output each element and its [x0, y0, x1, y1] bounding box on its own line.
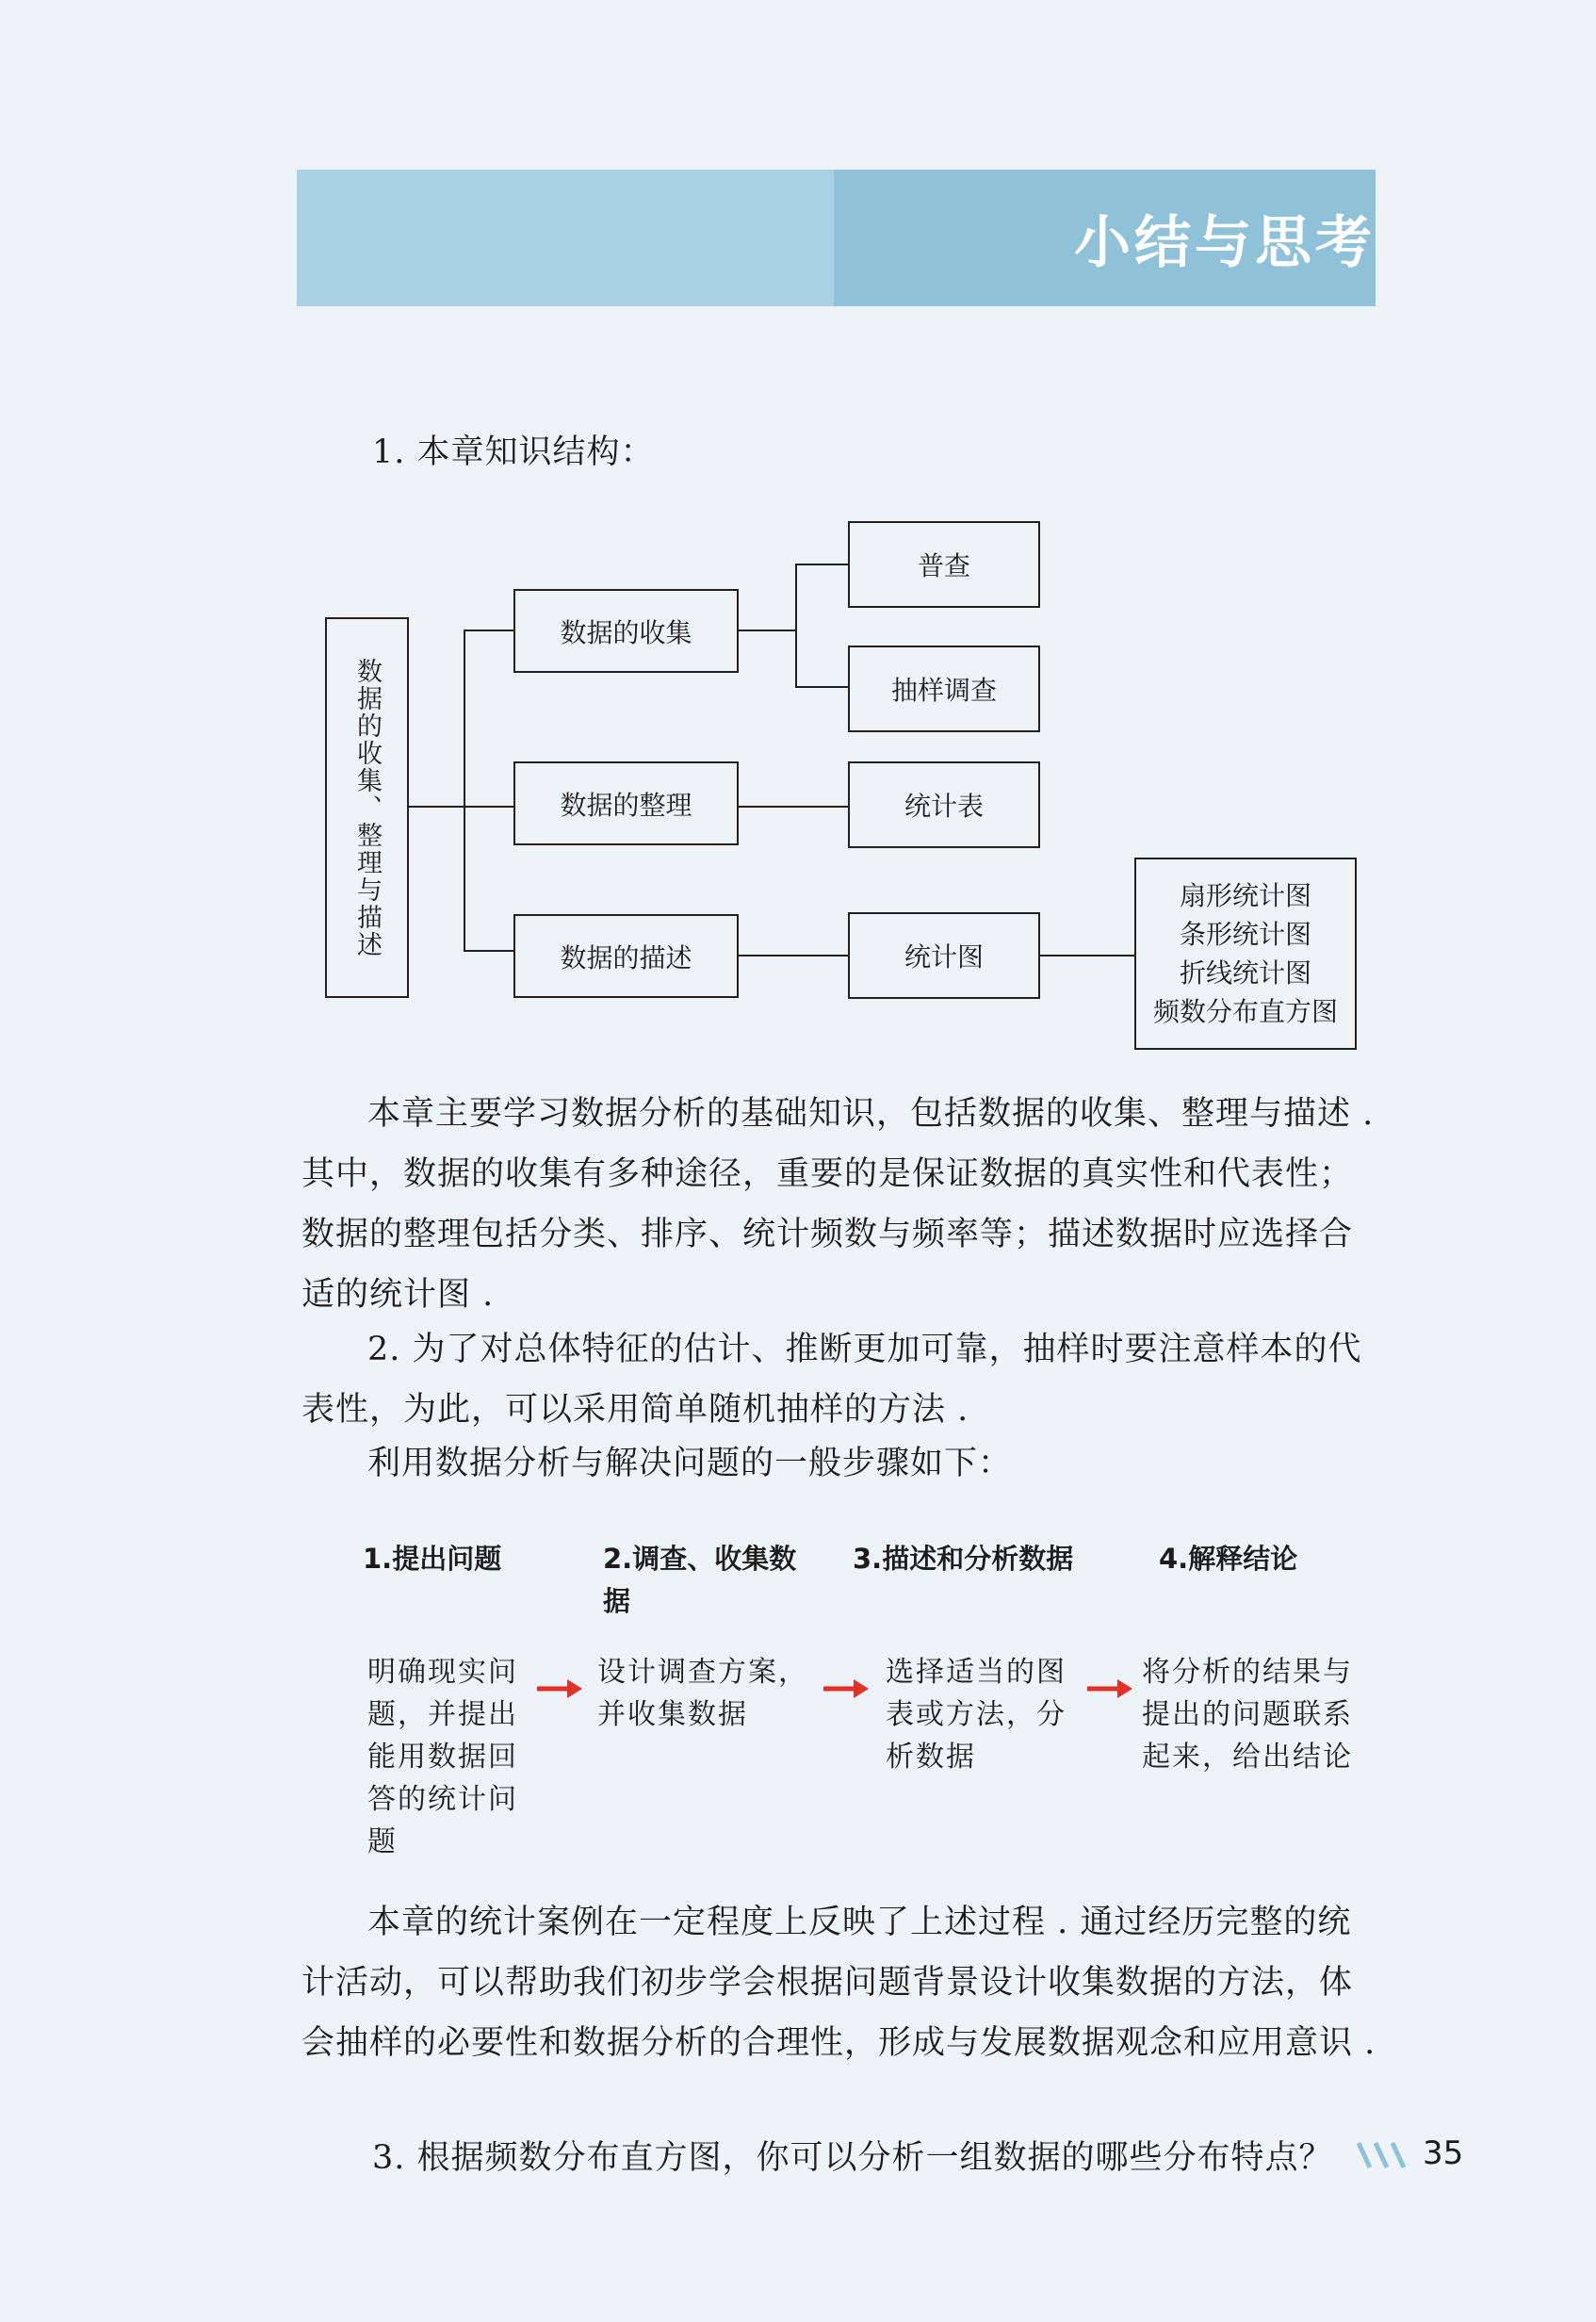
page-decoration-icon [1357, 2139, 1415, 2171]
step-2-desc: 设计调查方案，并收集数据 [597, 1656, 808, 1731]
summary-paragraph: 本章主要学习数据分析的基础知识，包括数据的收集、整理与描述 . 其中，数据的收集有多种途径，重要的是保证数据的真实性和代表性；数据的整理包括分类、排序、统计频数与频率等；描述数据时应选择合适的统计图 . [301, 1095, 1375, 1314]
page-number: 35 [1423, 2134, 1464, 2172]
step-1-title: 1.提出问题 [363, 1543, 502, 1575]
chart-type-histogram: 频数分布直方图 [1152, 996, 1338, 1027]
step-2-title: 2.调查、收集数据 [603, 1543, 797, 1617]
diagram-collect-box: 数据的收集 [513, 589, 739, 673]
arrow-right-icon [535, 1677, 584, 1700]
arrow-right-icon [1085, 1677, 1134, 1700]
diagram-table-box: 统计表 [848, 761, 1040, 848]
diagram-chart-types-box [1134, 858, 1357, 1050]
section-title: 小结与思考 [1074, 210, 1376, 276]
diagram-organize-box: 数据的整理 [513, 761, 739, 845]
chart-type-bar: 条形统计图 [1179, 919, 1311, 950]
diagram-root-box: 数据的收集、整理与描述 [325, 617, 409, 998]
step-3-desc: 选择适当的图表或方法，分析数据 [886, 1656, 1067, 1774]
process-paragraph: 本章的统计案例在一定程度上反映了上述过程 . 通过经历完整的统计活动，可以帮助我们初步学会根据问题背景设计收集数据的方法，体会抽样的必要性和数据分析的合理性，形成与发展数据观念和应用意识 . [301, 1904, 1376, 2062]
chart-type-pie: 扇形统计图 [1179, 880, 1311, 911]
question-3: 3. 根据频数分布直方图，你可以分析一组数据的哪些分布特点？ [372, 2139, 1333, 2177]
sampling-paragraph: 2. 为了对总体特征的估计、推断更加可靠，抽样时要注意样本的代表性，为此，可以采用简单随机抽样的方法 . [301, 1331, 1362, 1429]
step-4-desc: 将分析的结果与提出的问题联系起来，给出结论 [1142, 1656, 1353, 1774]
diagram-census-box: 普查 [848, 521, 1040, 608]
step-4-title: 4.解释结论 [1159, 1543, 1298, 1575]
knowledge-structure-heading: 1. 本章知识结构： [372, 433, 655, 471]
diagram-describe-box: 数据的描述 [513, 914, 739, 998]
step-1-desc: 明确现实问题，并提出能用数据回答的统计问题 [367, 1656, 518, 1858]
step-3-title: 3.描述和分析数据 [853, 1543, 1074, 1575]
chart-type-line: 折线统计图 [1179, 957, 1311, 989]
arrow-right-icon [822, 1677, 871, 1700]
knowledge-structure-diagram [0, 0, 1596, 1065]
steps-intro: 利用数据分析与解决问题的一般步骤如下： [367, 1445, 1013, 1482]
diagram-chart-box: 统计图 [848, 912, 1040, 999]
diagram-sampling-box: 抽样调查 [848, 646, 1040, 732]
